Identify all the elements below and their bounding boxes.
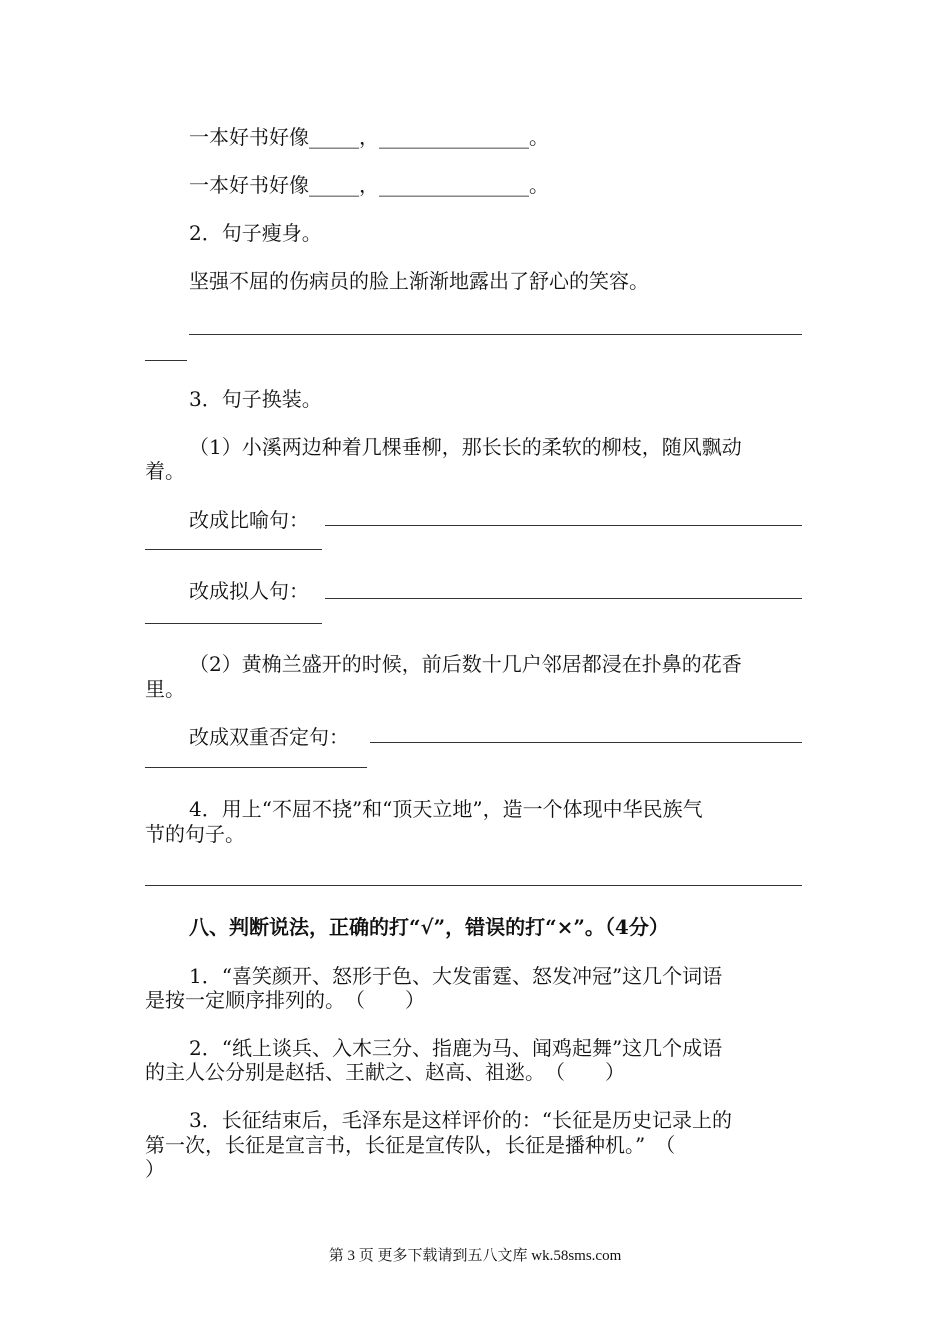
judge-item-3-cont-2: ） [145, 1157, 165, 1181]
question-3-item-1: （1）小溪两边种着几棵垂柳，那长长的柔软的柳枝，随风飘动 [189, 435, 742, 459]
question-2-sentence: 坚强不屈的伤病员的脸上渐渐地露出了舒心的笑容。 [189, 269, 649, 293]
answer-line-continuation [145, 360, 187, 361]
judge-item-3: 3．长征结束后，毛泽东是这样评价的：“长征是历史记录上的 [189, 1108, 732, 1132]
judge-item-2: 2．“纸上谈兵、入木三分、指鹿为马、闻鸡起舞”这几个成语 [189, 1036, 723, 1060]
simile-answer-line-cont [145, 549, 322, 550]
judge-item-3-cont: 第一次，长征是宣言书，长征是宣传队，长征是播种机。” （ [145, 1133, 676, 1157]
question-2-title: 2．句子瘦身。 [189, 221, 322, 245]
double-negative-answer-line [370, 742, 802, 743]
judge-item-1: 1．“喜笑颜开、怒形于色、大发雷霆、怒发冲冠”这几个词语 [189, 964, 723, 988]
question-4-answer-line [145, 885, 802, 886]
question-3-item-1-cont: 着。 [145, 459, 185, 483]
personify-answer-line-cont [145, 623, 322, 624]
simile-label: 改成比喻句： [189, 508, 309, 532]
personify-answer-line [325, 598, 802, 599]
page-footer: 第 3 页 更多下载请到五八文库 wk.58sms.com [328, 1248, 622, 1264]
answer-line [189, 334, 802, 335]
personify-label: 改成拟人句： [189, 579, 309, 603]
question-4-cont: 节的句子。 [145, 822, 245, 846]
double-negative-answer-line-cont [145, 767, 367, 768]
simile-answer-line [325, 525, 802, 526]
question-3-item-2-cont: 里。 [145, 677, 185, 701]
question-3-title: 3．句子换装。 [189, 387, 322, 411]
question-3-item-2: （2）黄桷兰盛开的时候，前后数十几户邻居都浸在扑鼻的花香 [189, 652, 742, 676]
section-8-heading: 八、判断说法，正确的打“√”，错误的打“×”。（4分） [189, 915, 669, 939]
metaphor-line-2: 一本好书好像_____，_______________。 [189, 173, 549, 197]
question-4: 4．用上“不屈不挠”和“顶天立地”，造一个体现中华民族气 [189, 797, 703, 821]
judge-item-1-cont: 是按一定顺序排列的。 （ ） [145, 988, 425, 1012]
metaphor-line-1: 一本好书好像_____，_______________。 [189, 125, 549, 149]
judge-item-2-cont: 的主人公分别是赵括、王献之、赵高、祖逖。 （ ） [145, 1060, 625, 1084]
double-negative-label: 改成双重否定句： [189, 725, 349, 749]
